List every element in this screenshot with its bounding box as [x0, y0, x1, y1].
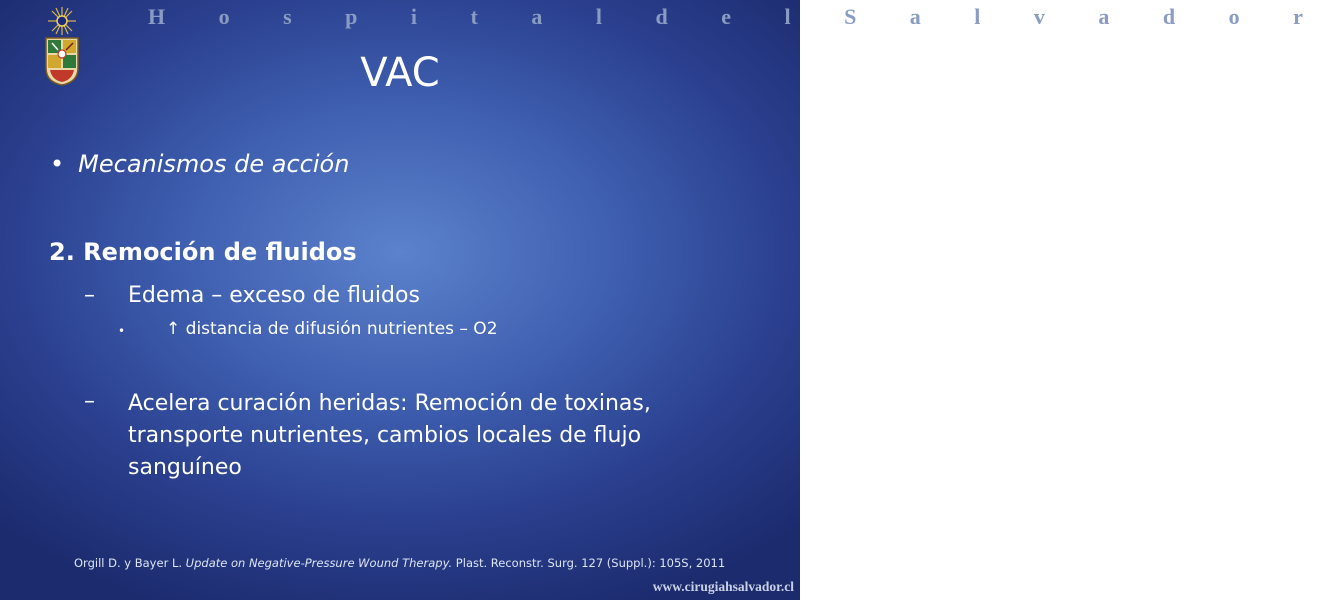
sub-item-paragraph: Acelera curación heridas: Remoción de toxinas, transporte nutrientes, cambios locales de flujo sanguíneo [128, 391, 651, 480]
sub-sub-item [166, 319, 498, 339]
sub-sub-item-text: distancia de difusión nutrientes – O2 [185, 319, 498, 339]
hospital-name-header: H o s p i t a l d e l S a l v a d o r [148, 4, 1327, 29]
reference-citation [74, 556, 725, 570]
bullet-text: Mecanismos de acción [78, 150, 350, 178]
dash-marker: – [84, 283, 95, 308]
sub-item-text: Edema – exceso de fluidos [128, 283, 420, 308]
reference-journal: Plast. Reconstr. Surg. 127 (Suppl.): 105S, 2011 [452, 556, 726, 570]
reference-article-title: Update on Negative-Pressure Wound Therapy. [185, 556, 453, 570]
sub-bullet-marker: • [118, 324, 126, 338]
slide-title: VAC [360, 50, 440, 96]
up-arrow-icon: ↑ [166, 319, 181, 339]
bullet-item [50, 150, 349, 178]
reference-authors: Orgill D. y Bayer L. [74, 556, 186, 570]
bullet-marker: • [50, 150, 65, 178]
sunburst-star-icon [44, 6, 80, 36]
dash-marker: – [84, 389, 95, 414]
section-heading: 2. Remoción de fluidos [49, 238, 357, 266]
website-footer: www.cirugiahsalvador.cl [652, 579, 794, 594]
